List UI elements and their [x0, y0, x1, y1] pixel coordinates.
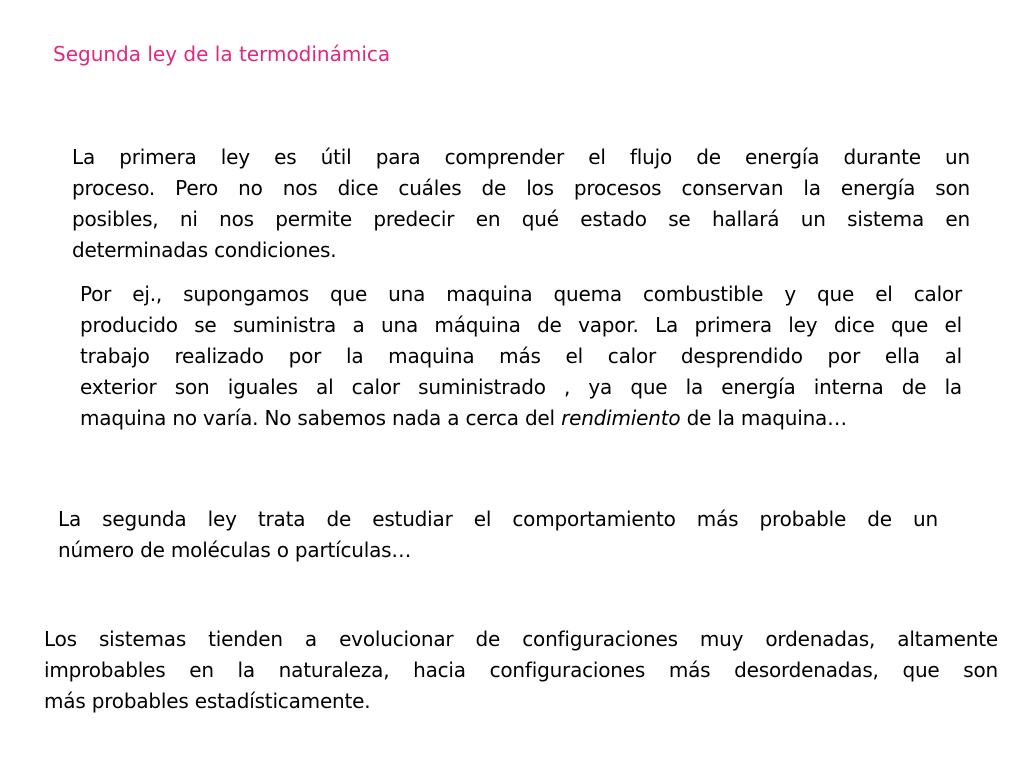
paragraph-line: Los sistemas tienden a evolucionar de configuraciones muy ordenadas, altamente [44, 627, 998, 651]
paragraph-line: posibles, ni nos permite predecir en qué estado se hallará un sistema en [72, 207, 970, 231]
paragraph-first-law [72, 142, 970, 266]
paragraph-example [80, 279, 962, 434]
paragraph-line: proceso. Pero no nos dice cuáles de los procesos conservan la energía son [72, 176, 970, 200]
paragraph-line: improbables en la naturaleza, hacia configuraciones más desordenadas, que son [44, 658, 998, 682]
paragraph-second-law [58, 504, 938, 566]
paragraph-line [80, 403, 962, 434]
paragraph-line: trabajo realizado por la maquina más el calor desprendido por ella al [80, 344, 962, 368]
paragraph-line: producido se suministra a una máquina de vapor. La primera ley dice que el [80, 313, 962, 337]
paragraph-line: La segunda ley trata de estudiar el comportamiento más probable de un [58, 507, 938, 531]
paragraph-line: más probables estadísticamente. [44, 689, 371, 713]
paragraph-line: La primera ley es útil para comprender el flujo de energía durante un [72, 145, 970, 169]
paragraph-line: Por ej., supongamos que una maquina quema combustible y que el calor [80, 282, 962, 306]
slide-title: Segunda ley de la termodinámica [53, 42, 391, 66]
text-run: de la maquina… [680, 406, 847, 430]
paragraph-line: número de moléculas o partículas… [58, 538, 412, 562]
paragraph-systems-evolve [44, 624, 998, 717]
paragraph-line: exterior son iguales al calor suministrado , ya que la energía interna de la [80, 375, 962, 399]
emphasis-rendimiento: rendimiento [561, 406, 681, 430]
text-run: maquina no varía. No sabemos nada a cerca del [80, 406, 562, 430]
paragraph-line: determinadas condiciones. [72, 238, 337, 262]
